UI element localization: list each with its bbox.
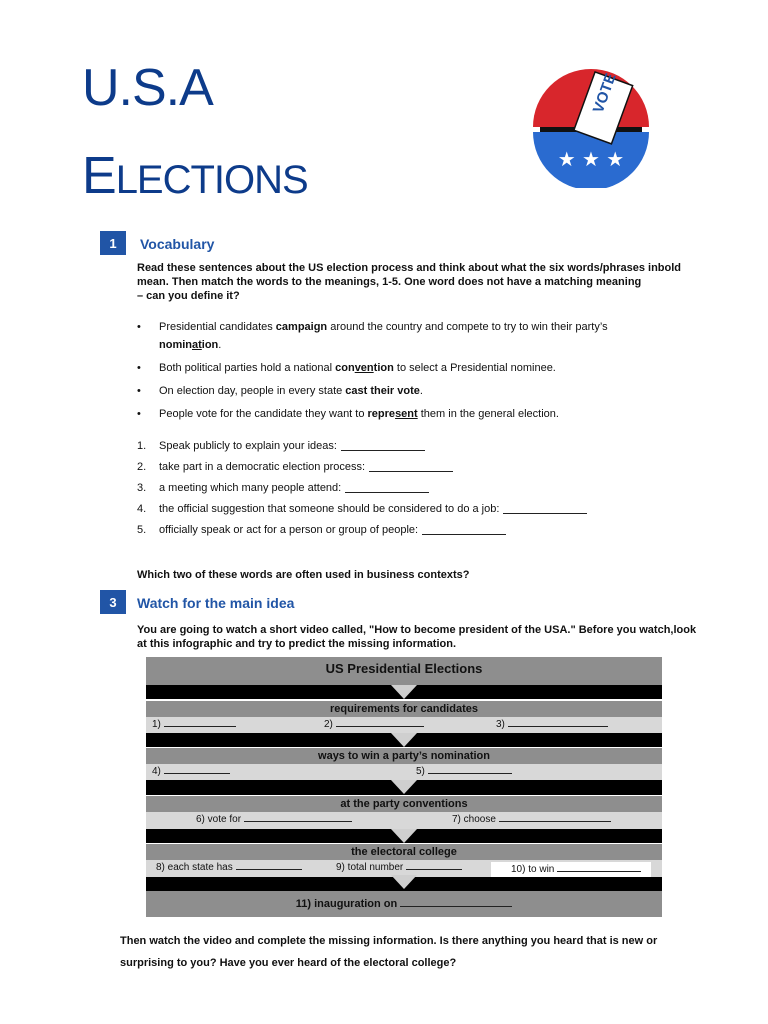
down-arrow-icon [391, 780, 417, 794]
stars-icon: ★ ★ ★ [557, 147, 625, 171]
page-title-line2 [82, 146, 308, 206]
vocab-word: con [335, 362, 355, 374]
infographic-row [146, 764, 662, 780]
vocab-word: ion [201, 339, 219, 351]
vocab-word-stress: sent [395, 408, 418, 420]
infographic-row [146, 717, 662, 733]
item-text: the official suggestion that someone should be considered to do a job: [159, 503, 500, 515]
text: On election day, people in every state [159, 385, 346, 397]
row-label: 3) [496, 719, 505, 730]
page-title-line1: U.S.A [82, 59, 213, 117]
bullet-item [137, 405, 697, 423]
infographic-final-bar [146, 891, 662, 917]
vocab-word: tion [373, 362, 394, 374]
text: People vote for the candidate they want to [159, 408, 368, 420]
intro-line: mean. Then match the words to the meanings, 1-5. One word does not have a matching meaning [137, 276, 642, 288]
intro-line: You are going to watch a short video called, "How to become president of the USA." Before you watch,look [137, 624, 697, 636]
item-number: 3. [137, 482, 147, 494]
infographic-title-bar [146, 657, 662, 685]
row-label: 8) each state has [156, 862, 233, 873]
bullet-item [137, 382, 697, 400]
text: Presidential candidates [159, 321, 276, 333]
section-1-title: Vocabulary [140, 236, 215, 252]
answer-blank[interactable] [369, 461, 453, 472]
text: to select a Presidential nominee. [393, 362, 556, 374]
row-label: 7) choose [452, 814, 496, 825]
item-text: officially speak or act for a person or group of people: [159, 524, 419, 536]
vote-badge-icon [530, 66, 652, 188]
down-arrow-icon [391, 733, 417, 747]
vocab-word-stress: ven [354, 362, 374, 374]
vote-text: VOTE [589, 71, 620, 116]
answer-blank[interactable] [499, 812, 611, 822]
row-label: 10) to win [511, 864, 555, 875]
row-label: 1) [152, 719, 161, 730]
text: them in the general election. [417, 408, 559, 420]
title-rest: LECTIONS [115, 158, 308, 202]
down-arrow-icon [391, 829, 417, 843]
down-arrow-icon [391, 875, 417, 889]
infographic [146, 657, 662, 917]
section-1-question: Which two of these words are often used in business contexts? [137, 569, 470, 581]
infographic-heading: ways to win a party’s nomination [146, 748, 662, 764]
bullet-item [137, 318, 697, 336]
item-text: Speak publicly to explain your ideas: [159, 440, 337, 452]
vocab-matching-list [137, 440, 697, 536]
row-label: 4) [152, 766, 161, 777]
vocab-word: nomin [159, 339, 192, 351]
answer-blank[interactable] [345, 482, 429, 493]
text: . [218, 339, 222, 351]
row-label: 11) inauguration on [295, 898, 398, 910]
vocab-word-stress: at [192, 339, 202, 351]
intro-line: Read these sentences about the US election process and think about what the six words/phrases inbold [137, 262, 682, 274]
list-item [137, 524, 697, 536]
bullet-icon: • [137, 321, 141, 333]
outro-line: surprising to you? Have you ever heard of the electoral college? [120, 957, 457, 969]
answer-blank[interactable] [406, 860, 462, 870]
section-1-intro [137, 261, 697, 303]
item-number: 5. [137, 524, 147, 536]
list-item [137, 461, 697, 473]
section-3-outro [120, 930, 685, 974]
vocab-word: campaign [275, 321, 328, 333]
answer-blank[interactable] [503, 503, 587, 514]
infographic-row [146, 812, 662, 829]
intro-line: – can you define it? [137, 290, 240, 302]
bullet-icon: • [137, 362, 141, 374]
bullet-icon: • [137, 385, 141, 397]
answer-blank[interactable] [557, 862, 641, 872]
answer-blank[interactable] [244, 812, 352, 822]
infographic-heading: the electoral college [146, 844, 662, 860]
text: Both political parties hold a national [159, 362, 336, 374]
answer-blank[interactable] [164, 717, 236, 727]
infographic-heading: requirements for candidates [146, 701, 662, 717]
item-number: 2. [137, 461, 147, 473]
section-3-intro [137, 623, 697, 651]
answer-blank[interactable] [236, 860, 302, 870]
text: . [419, 385, 423, 397]
vocab-bullets [137, 318, 697, 423]
bullet-item-continued [137, 336, 697, 354]
title-initial: E [82, 147, 116, 205]
row-label: 9) total number [336, 862, 404, 873]
infographic-heading: at the party conventions [146, 796, 662, 812]
row-label: 5) [416, 766, 425, 777]
section-1-number: 1 [100, 231, 126, 255]
vocab-word: repre [367, 408, 396, 420]
item-text: a meeting which many people attend: [159, 482, 342, 494]
section-3-number: 3 [100, 590, 126, 614]
item-number: 1. [137, 440, 147, 452]
bullet-icon: • [137, 408, 141, 420]
infographic-title: US Presidential Elections [325, 661, 483, 676]
list-item [137, 440, 697, 452]
section-3-title: Watch for the main idea [137, 595, 295, 611]
item-text: take part in a democratic election process: [159, 461, 366, 473]
answer-blank[interactable] [400, 897, 512, 907]
answer-blank[interactable] [428, 764, 512, 774]
row-label: 6) vote for [196, 814, 242, 825]
list-item [137, 503, 697, 515]
item-number: 4. [137, 503, 147, 515]
vocab-word: cast their vote [345, 385, 420, 397]
down-arrow-icon [391, 685, 417, 699]
list-item [137, 482, 697, 494]
intro-line: at this infographic and try to predict the missing information. [137, 638, 457, 650]
text: around the country and compete to try to win their party’s [327, 321, 608, 333]
answer-blank[interactable] [422, 524, 506, 535]
answer-blank[interactable] [508, 717, 608, 727]
row-label: 2) [324, 719, 333, 730]
answer-blank[interactable] [336, 717, 424, 727]
outro-line: Then watch the video and complete the missing information. Is there anything you heard that is new or [120, 935, 658, 947]
bullet-item [137, 359, 697, 377]
answer-blank[interactable] [164, 764, 230, 774]
answer-blank[interactable] [341, 440, 425, 451]
